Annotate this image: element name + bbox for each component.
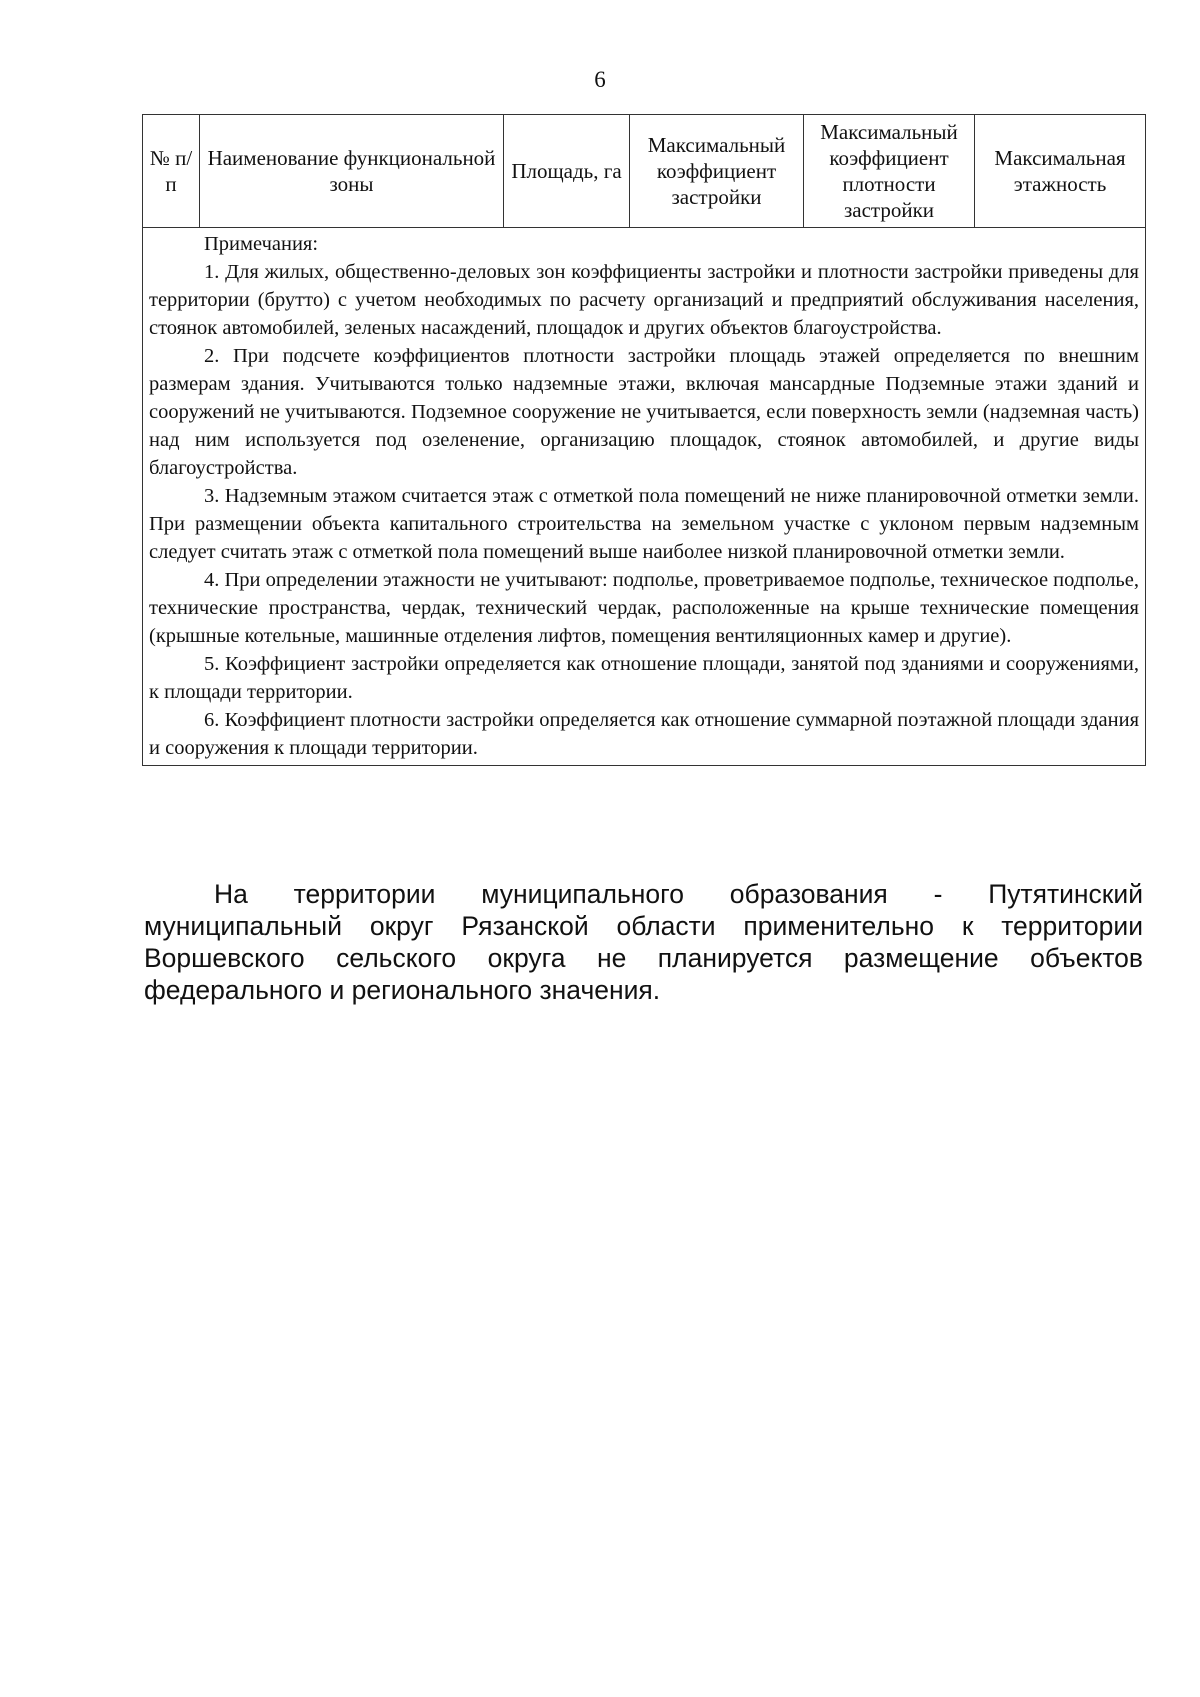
column-header-max-floors: Максимальная этажность — [975, 115, 1146, 228]
table-header-row — [143, 115, 1146, 228]
page-number: 6 — [594, 67, 606, 92]
note-item: 6. Коэффициент плотности застройки определяется как отношение суммарной поэтажной площади здания и сооружения к площади территории. — [149, 709, 1139, 759]
column-header-zone-name: Наименование функциональной зоны — [200, 115, 504, 228]
column-header-max-building-coefficient: Максимальный коэффициент застройки — [630, 115, 804, 228]
notes-cell — [143, 228, 1146, 766]
note-item: 2. При подсчете коэффициентов плотности застройки площадь этажей определяется по внешним размерам здания. Учитываются только надземные этажи, включая мансардные Подземные этажи зданий и сооружений не учитываются. Подземное сооружение не учитывается, если поверхность земли (надземная часть) над ним используется под озеленение, организацию площадок, стоянок автомобилей, и другие виды благоустройства. — [149, 345, 1139, 479]
note-item: 1. Для жилых, общественно-деловых зон коэффициенты застройки и плотности застройки приведены для территории (брутто) с учетом необходимых по расчету организаций и предприятий обслуживания населения, стоянок автомобилей, зеленых насаждений, площадок и других объектов благоустройства. — [149, 261, 1139, 339]
note-item: 5. Коэффициент застройки определяется как отношение площади, занятой под зданиями и сооружениями, к площади территории. — [149, 653, 1139, 703]
notes-caption: Примечания: — [204, 233, 319, 255]
functional-zones-table — [142, 114, 1146, 766]
column-header-max-density-coefficient: Максимальный коэффициент плотности застройки — [804, 115, 975, 228]
note-item: 3. Надземным этажом считается этаж с отметкой пола помещений не ниже планировочной отметки земли. При размещении объекта капитального строительства на земельном участке с уклоном первым надземным следует считать этаж с отметкой пола помещений выше наиболее низкой планировочной отметки земли. — [149, 485, 1139, 563]
column-header-area: Площадь, га — [504, 115, 630, 228]
column-header-number: № п/п — [143, 115, 200, 228]
table-notes-row — [143, 228, 1146, 766]
body-paragraph: На территории муниципального образования - Путятинский муниципальный округ Рязанской области применительно к территории Воршевского сельского округа не планируется размещение объектов федерального и регионального значения. — [144, 879, 1143, 1005]
note-item: 4. При определении этажности не учитывают: подполье, проветриваемое подполье, техническое подполье, технические пространства, чердак, технический чердак, расположенные на крыше технические помещения (крышные котельные, машинные отделения лифтов, помещения вентиляционных камер и другие). — [149, 569, 1139, 647]
